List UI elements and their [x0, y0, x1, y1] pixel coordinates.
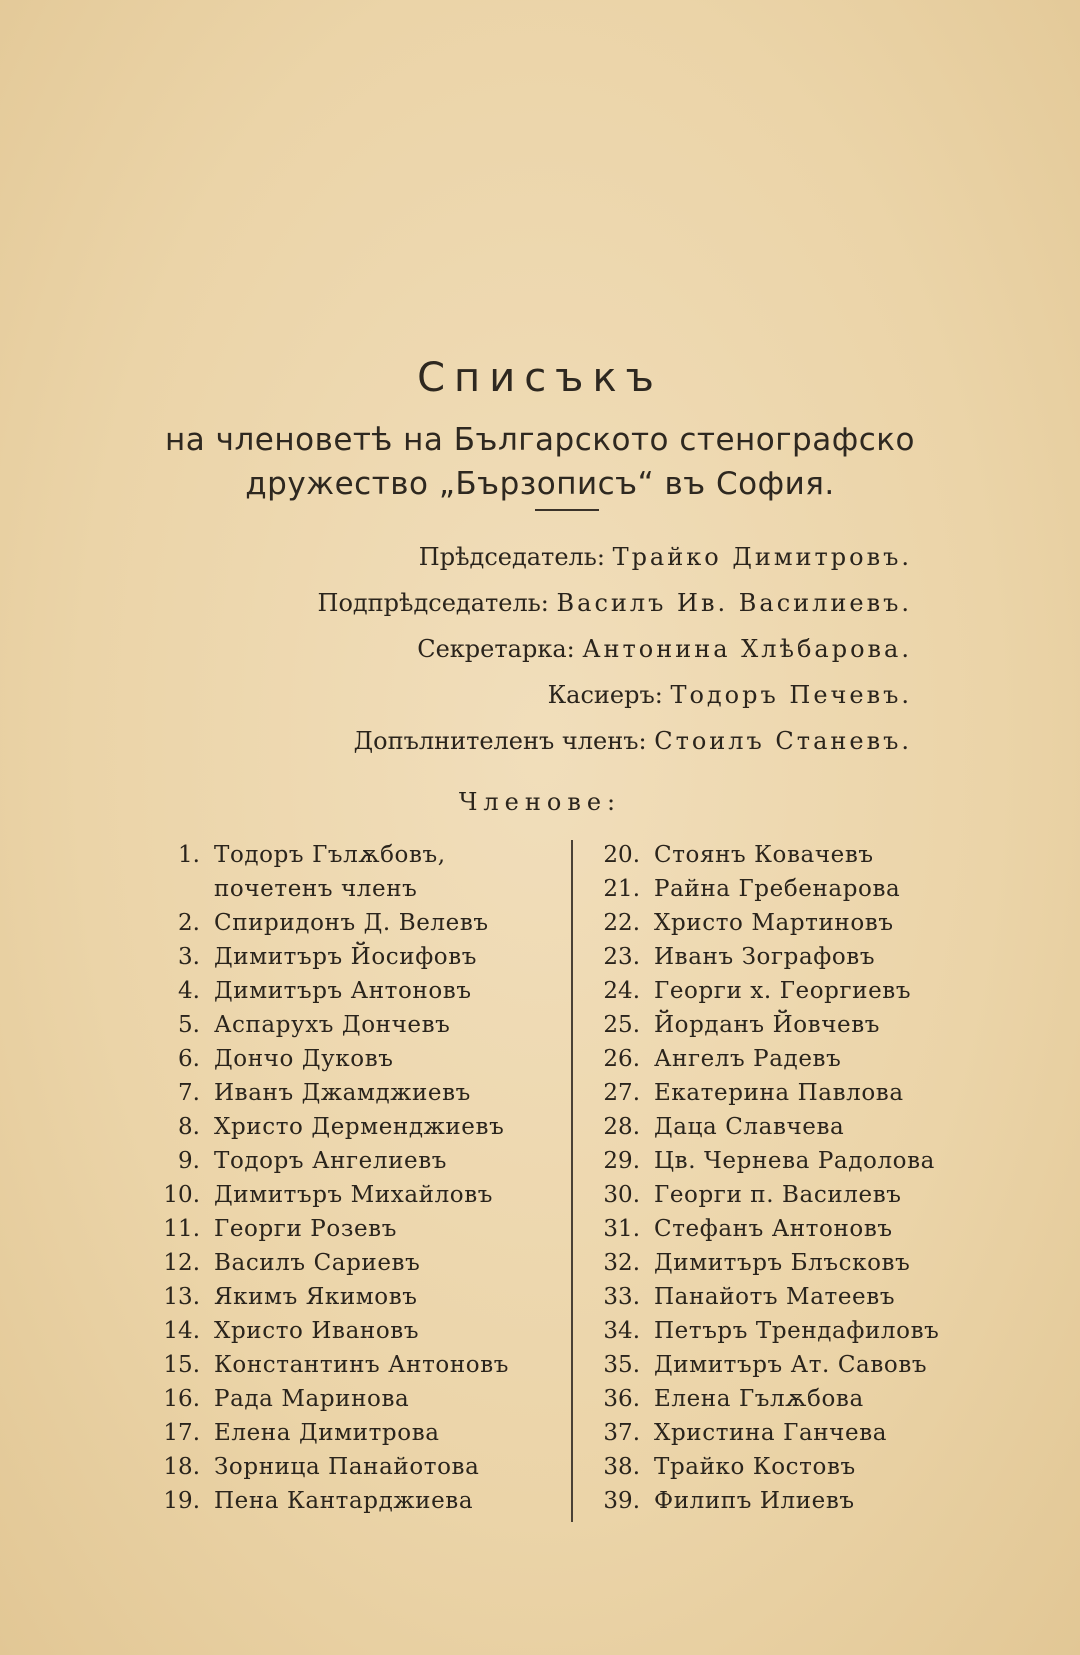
member-row: [590, 1280, 990, 1314]
member-row: [150, 1144, 570, 1178]
member-number: 34.: [603, 1318, 640, 1344]
member-number: 7.: [178, 1080, 200, 1106]
member-row: [590, 838, 990, 872]
member-row: [150, 1484, 570, 1518]
member-number: 20.: [603, 842, 640, 868]
member-row: [150, 1178, 570, 1212]
officer-role: Касиеръ:: [547, 681, 671, 709]
member-name: Константинъ Антоновъ: [214, 1352, 510, 1378]
member-name: Димитъръ Ат. Савовъ: [654, 1352, 928, 1378]
member-number: 18.: [163, 1454, 200, 1480]
member-name: Стефанъ Антоновъ: [654, 1216, 893, 1242]
member-name: Спиридонъ Д. Велевъ: [214, 910, 489, 936]
member-name: Христо Ивановъ: [214, 1318, 420, 1344]
separator-rule: [535, 509, 599, 511]
member-number: 32.: [603, 1250, 640, 1276]
member-number: 5.: [178, 1012, 200, 1038]
member-row: [150, 974, 570, 1008]
member-name: Филипъ Илиевъ: [654, 1488, 855, 1514]
member-number: 3.: [178, 944, 200, 970]
member-number: 39.: [603, 1488, 640, 1514]
member-name: Рада Маринова: [214, 1386, 410, 1412]
member-number: 33.: [603, 1284, 640, 1310]
subtitle-line-1: на членоветѣ на Българското стенографско: [165, 422, 915, 458]
member-name: Тодоръ Ангелиевъ: [214, 1148, 448, 1174]
officer-row: [318, 580, 912, 626]
member-number: 38.: [603, 1454, 640, 1480]
member-name: Трайко Костовъ: [654, 1454, 856, 1480]
member-row: [590, 1314, 990, 1348]
member-row: [590, 940, 990, 974]
member-row: [150, 1042, 570, 1076]
member-row: [150, 1008, 570, 1042]
officer-row: [318, 626, 912, 672]
member-name: Христо Дерменджиевъ: [214, 1114, 505, 1140]
member-name: Елена Гълѫбова: [654, 1386, 864, 1412]
member-name: Зорница Панайотова: [214, 1454, 480, 1480]
officer-role: Допълнителенъ членъ:: [353, 727, 655, 755]
member-row: [590, 1484, 990, 1518]
officer-name: Тодоръ Печевъ.: [670, 681, 912, 709]
officer-name: Василъ Ив. Василиевъ.: [556, 589, 912, 617]
member-row: [590, 1246, 990, 1280]
members-heading: Членове:: [458, 788, 622, 816]
member-number: 24.: [603, 978, 640, 1004]
member-row: [590, 1008, 990, 1042]
member-row: [590, 1144, 990, 1178]
member-row: [590, 1450, 990, 1484]
member-name: Тодоръ Гълѫбовъ, почетенъ членъ: [214, 842, 446, 902]
officer-name: Антонина Хлѣбарова.: [582, 635, 912, 663]
member-number: 4.: [178, 978, 200, 1004]
member-name: Иванъ Джамджиевъ: [214, 1080, 471, 1106]
member-row: [590, 1076, 990, 1110]
member-number: 37.: [603, 1420, 640, 1446]
officer-name: Трайко Димитровъ.: [612, 543, 912, 571]
member-row: [590, 1042, 990, 1076]
officers-list: [318, 534, 912, 764]
member-row: [150, 1382, 570, 1416]
member-name: Цв. Чернева Радолова: [654, 1148, 935, 1174]
member-row: [590, 1382, 990, 1416]
member-number: 23.: [603, 944, 640, 970]
member-number: 11.: [163, 1216, 200, 1242]
column-divider: [571, 840, 573, 1522]
member-name: Димитъръ Антоновъ: [214, 978, 472, 1004]
member-name: Иванъ Зографовъ: [654, 944, 876, 970]
member-row: [590, 1212, 990, 1246]
member-number: 6.: [178, 1046, 200, 1072]
member-number: 15.: [163, 1352, 200, 1378]
member-row: [150, 940, 570, 974]
members-column-left: [150, 838, 570, 1518]
member-name: Елена Димитрова: [214, 1420, 440, 1446]
member-row: [150, 838, 570, 906]
member-number: 27.: [603, 1080, 640, 1106]
member-number: 21.: [603, 876, 640, 902]
member-name: Стоянъ Ковачевъ: [654, 842, 874, 868]
member-number: 29.: [603, 1148, 640, 1174]
member-number: 30.: [603, 1182, 640, 1208]
document-subtitle: [0, 418, 1080, 506]
member-row: [150, 1280, 570, 1314]
member-name: Димитъръ Блъсковъ: [654, 1250, 911, 1276]
member-number: 1.: [178, 842, 200, 868]
officer-role: Прѣдседатель:: [418, 543, 613, 571]
member-row: [590, 906, 990, 940]
member-number: 13.: [163, 1284, 200, 1310]
member-number: 8.: [178, 1114, 200, 1140]
member-name: Панайотъ Матеевъ: [654, 1284, 896, 1310]
member-name: Ангелъ Радевъ: [654, 1046, 842, 1072]
member-row: [590, 1178, 990, 1212]
member-name: Христо Мартиновъ: [654, 910, 894, 936]
member-row: [150, 1348, 570, 1382]
officer-name: Стоилъ Станевъ.: [654, 727, 912, 755]
member-number: 19.: [163, 1488, 200, 1514]
member-name: Георги п. Василевъ: [654, 1182, 902, 1208]
member-name: Якимъ Якимовъ: [214, 1284, 418, 1310]
member-row: [150, 1314, 570, 1348]
member-number: 22.: [603, 910, 640, 936]
member-number: 35.: [603, 1352, 640, 1378]
member-row: [150, 1110, 570, 1144]
member-number: 14.: [163, 1318, 200, 1344]
member-name: Пена Кантарджиева: [214, 1488, 474, 1514]
member-row: [590, 1416, 990, 1450]
member-row: [150, 906, 570, 940]
member-row: [150, 1246, 570, 1280]
member-number: 9.: [178, 1148, 200, 1174]
member-number: 16.: [163, 1386, 200, 1412]
member-row: [150, 1416, 570, 1450]
member-name: Райна Гребенарова: [654, 876, 901, 902]
subtitle-line-2: дружество „Бързописъ“ въ София.: [245, 466, 835, 502]
member-name: Аспарухъ Дончевъ: [214, 1012, 451, 1038]
member-number: 2.: [178, 910, 200, 936]
member-row: [590, 872, 990, 906]
member-row: [590, 1110, 990, 1144]
document-title: Списъкъ: [417, 355, 663, 401]
member-name: Екатерина Павлова: [654, 1080, 904, 1106]
member-name: Даца Славчева: [654, 1114, 845, 1140]
member-row: [590, 974, 990, 1008]
officer-role: Подпрѣдседатель:: [317, 589, 557, 617]
members-column-right: [590, 838, 990, 1518]
member-row: [150, 1450, 570, 1484]
member-number: 17.: [163, 1420, 200, 1446]
member-number: 25.: [603, 1012, 640, 1038]
member-number: 26.: [603, 1046, 640, 1072]
officer-row: [318, 672, 912, 718]
member-row: [150, 1076, 570, 1110]
member-name: Георги Розевъ: [214, 1216, 397, 1242]
member-name: Димитъръ Йосифовъ: [214, 944, 478, 970]
member-name: Василъ Сариевъ: [214, 1250, 421, 1276]
member-name: Йорданъ Йовчевъ: [654, 1012, 881, 1038]
member-number: 36.: [603, 1386, 640, 1412]
member-number: 10.: [163, 1182, 200, 1208]
officer-row: [318, 534, 912, 580]
member-number: 31.: [603, 1216, 640, 1242]
member-number: 12.: [163, 1250, 200, 1276]
member-name: Димитъръ Михайловъ: [214, 1182, 494, 1208]
member-number: 28.: [603, 1114, 640, 1140]
member-name: Георги х. Георгиевъ: [654, 978, 912, 1004]
member-name: Петъръ Трендафиловъ: [654, 1318, 940, 1344]
officer-row: [318, 718, 912, 764]
member-name: Дончо Дуковъ: [214, 1046, 394, 1072]
member-row: [590, 1348, 990, 1382]
officer-role: Секретарка:: [417, 635, 583, 663]
member-row: [150, 1212, 570, 1246]
member-name: Христина Ганчева: [654, 1420, 888, 1446]
